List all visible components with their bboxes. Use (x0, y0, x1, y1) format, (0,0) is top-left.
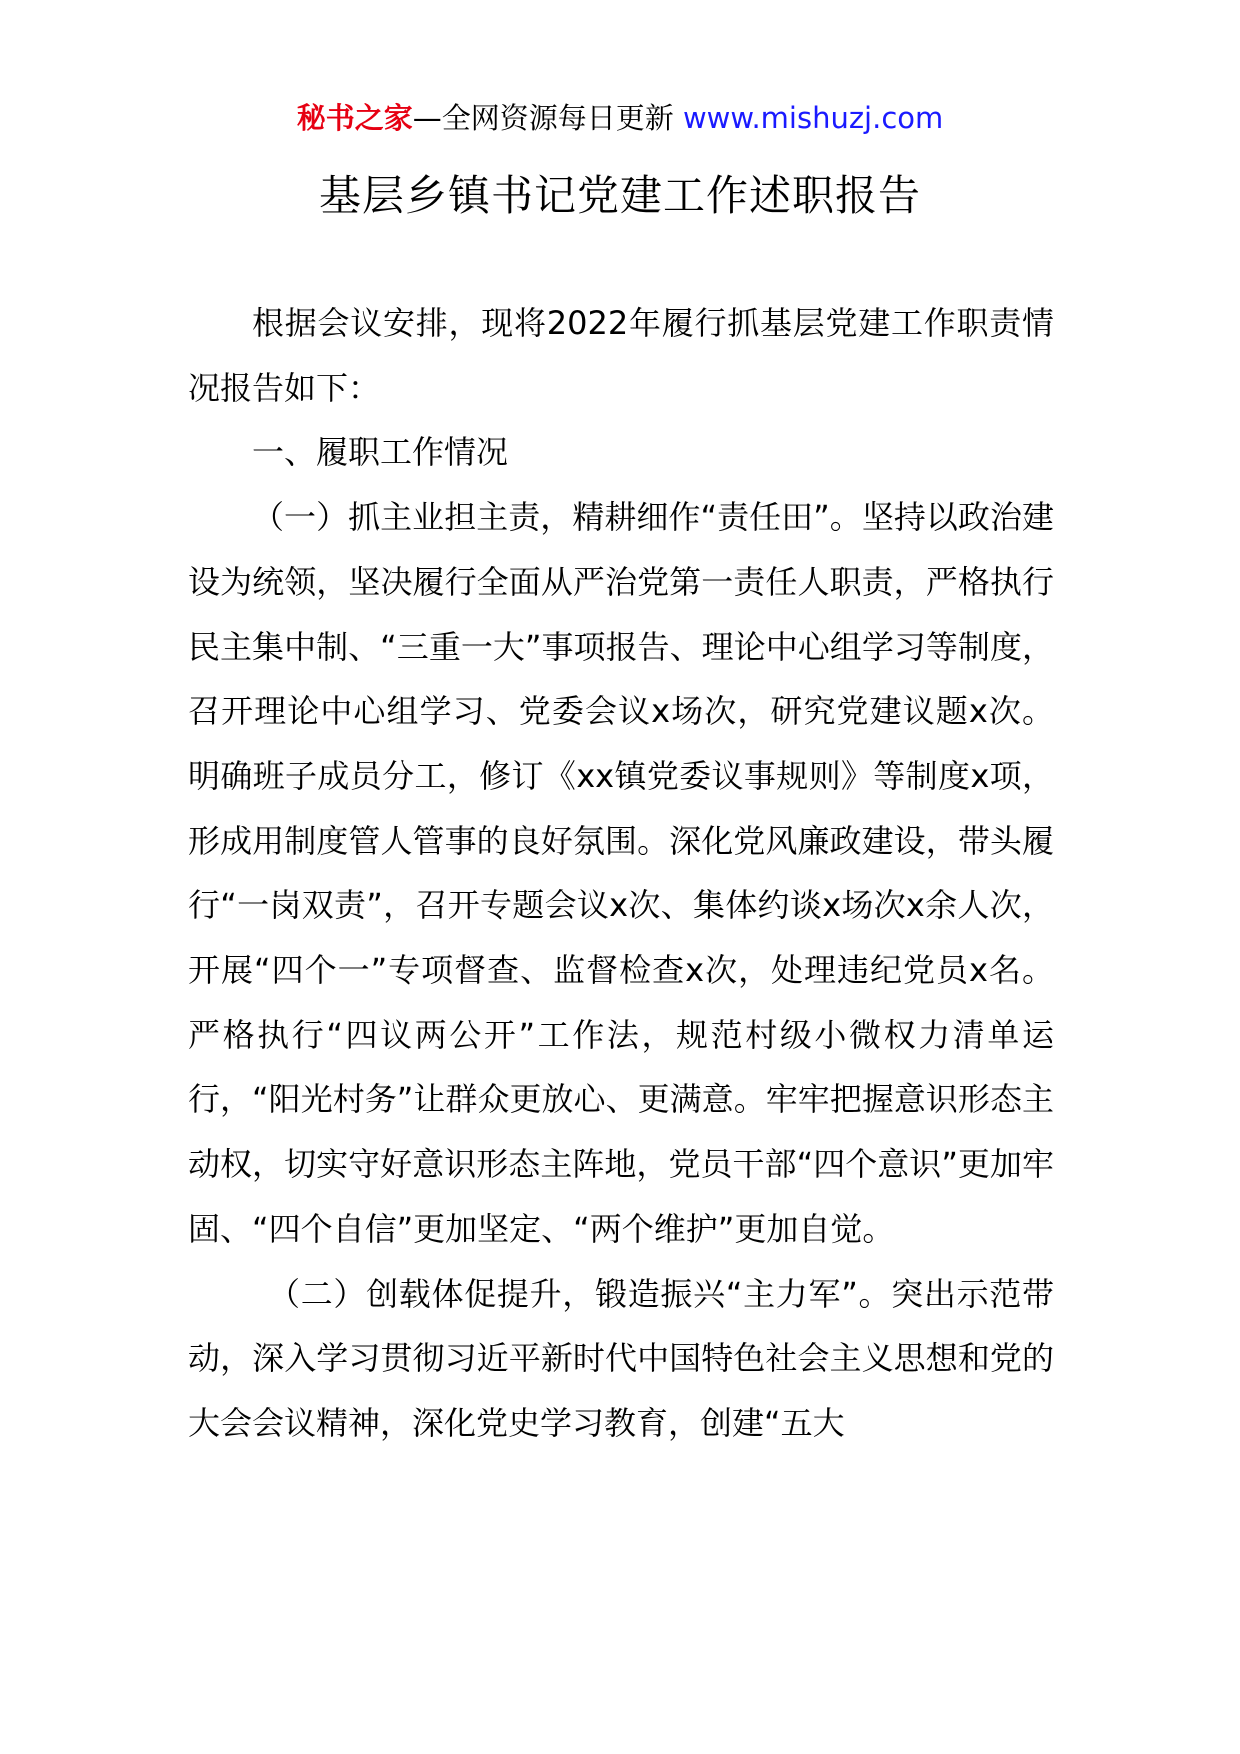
intro-paragraph: 根据会议安排，现将2022年履行抓基层党建工作职责情况报告如下： (188, 304, 1054, 407)
site-tagline: —全网资源每日更新 (412, 101, 674, 135)
site-banner (0, 98, 1240, 138)
document-body (188, 291, 1054, 1456)
site-name: 秘书之家 (296, 101, 413, 135)
section-heading: 一、履职工作情况 (252, 433, 509, 472)
body-paragraph: （一）抓主业担主责，精耕细作“责任田”。坚持以政治建设为统领，坚决履行全面从严治党第一责任人职责，严格执行民主集中制、“三重一大”事项报告、理论中心组学习等制度，召开理论中心组学习、党委会议x场次，研究党建议题x次。明确班子成员分工，修订《xx镇党委议事规则》等制度x项，形成用制度管人管事的良好氛围。深化党风廉政建设，带头履行“一岗双责”，召开专题会议x次、集体约谈x场次x余人次，开展“四个一”专项督查、监督检查x次，处理违纪党员x名。严格执行“四议两公开”工作法，规范村级小微权力清单运行，“阳光村务”让群众更放心、更满意。牢牢把握意识形态主动权，切实守好意识形态主阵地，党员干部“四个意识”更加牢固、“四个自信”更加坚定、“两个维护”更加自觉。 (188, 498, 1054, 1248)
site-url-link[interactable]: www.mishuzj.com (682, 101, 944, 135)
document-title: 基层乡镇书记党建工作述职报告 (318, 171, 921, 220)
body-paragraph: （二）创载体促提升，锻造振兴“主力军”。突出示范带动，深入学习贯彻习近平新时代中国特色社会主义思想和党的大会会议精神，深化党史学习教育，创建“五大 (188, 1274, 1054, 1442)
